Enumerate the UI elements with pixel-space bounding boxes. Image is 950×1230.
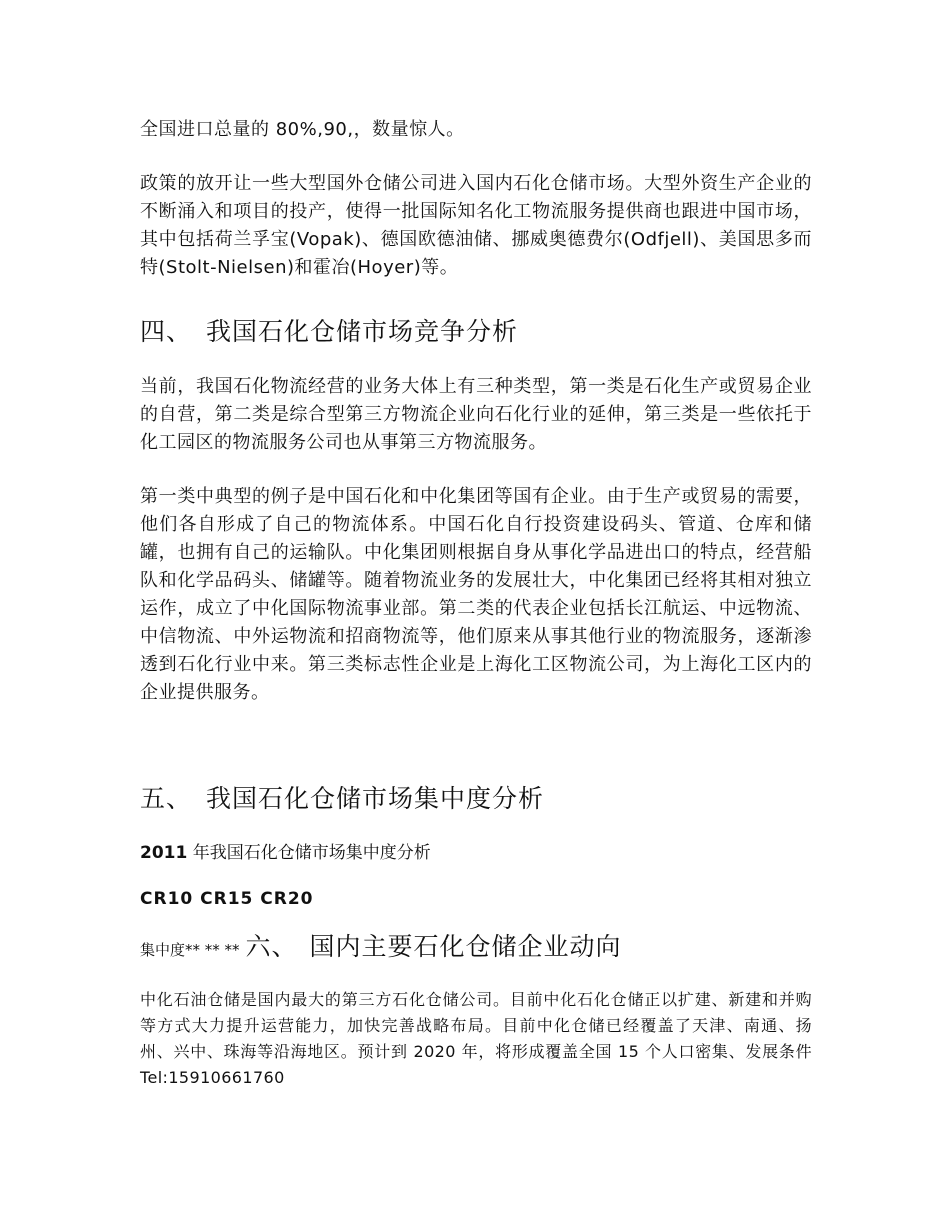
cr-labels: CR10 CR15 CR20: [140, 889, 314, 909]
section-number: 六、: [245, 932, 298, 961]
paragraph-import-volume: 全国进口总量的 80%,90,，数量惊人。: [140, 119, 465, 140]
section-number: 四、: [140, 317, 193, 346]
section-number: 五、: [140, 784, 193, 813]
section-heading-companies: [246, 932, 622, 961]
section-title: 国内主要石化仓储企业动向: [309, 932, 622, 961]
paragraph-business-types: 当前，我国石化物流经营的业务大体上有三种类型，第一类是石化生产或贸易企业的自营，第二类是综合型第三方物流企业向石化行业的延伸，第三类是一些依托于化工园区的物流服务公司也从事第三方物流服务。: [140, 376, 812, 453]
paragraph-examples: 第一类中典型的例子是中国石化和中化集团等国有企业。由于生产或贸易的需要，他们各自形成了自己的物流体系。中国石化自行投资建设码头、管道、仓库和储罐，也拥有自己的运输队。中化集团则根据自身从事化学品进出口的特点，经营船队和化学品码头、储罐等。随着物流业务的发展壮大，中化集团已经将其相对独立运作，成立了中化国际物流事业部。第二类的代表企业包括长江航运、中远物流、中信物流、中外运物流和招商物流等，他们原来从事其他行业的物流服务，逐渐渗透到石化行业中来。第三类标志性企业是上海化工区物流公司，为上海化工区内的企业提供服务。: [140, 486, 812, 703]
concentration-and-heading-line: [140, 930, 622, 967]
subtitle-text: 年我国石化仓储市场集中度分析: [187, 843, 431, 863]
concentration-label: 集中度** ** **: [140, 941, 240, 959]
paragraph-sinochem: 中化石油仓储是国内最大的第三方石化仓储公司。目前中化石化仓储正以扩建、新建和并购等方式大力提升运营能力，加快完善战略布局。目前中化仓储已经覆盖了天津、南通、扬州、兴中、珠海等沿海地区。预计到 2020 年，将形成覆盖全国 15 个人口密集、发展条件 Tel:15910661760: [140, 990, 812, 1087]
section-heading-competition: [140, 315, 518, 349]
concentration-subtitle: [140, 840, 431, 866]
subtitle-year: 2011: [140, 843, 188, 863]
section-title: 我国石化仓储市场集中度分析: [206, 784, 545, 813]
paragraph-policy: 政策的放开让一些大型国外仓储公司进入国内石化仓储市场。大型外资生产企业的不断涌入和项目的投产，使得一批国际知名化工物流服务提供商也跟进中国市场，其中包括荷兰孚宝(Vopak)、德国欧德油储、挪威奥德费尔(Odfjell)、美国思多而特(Stolt-Nielsen)和霍冶(Hoyer)等。: [140, 173, 812, 278]
section-title: 我国石化仓储市场竞争分析: [206, 317, 519, 346]
section-heading-concentration: [140, 782, 544, 816]
